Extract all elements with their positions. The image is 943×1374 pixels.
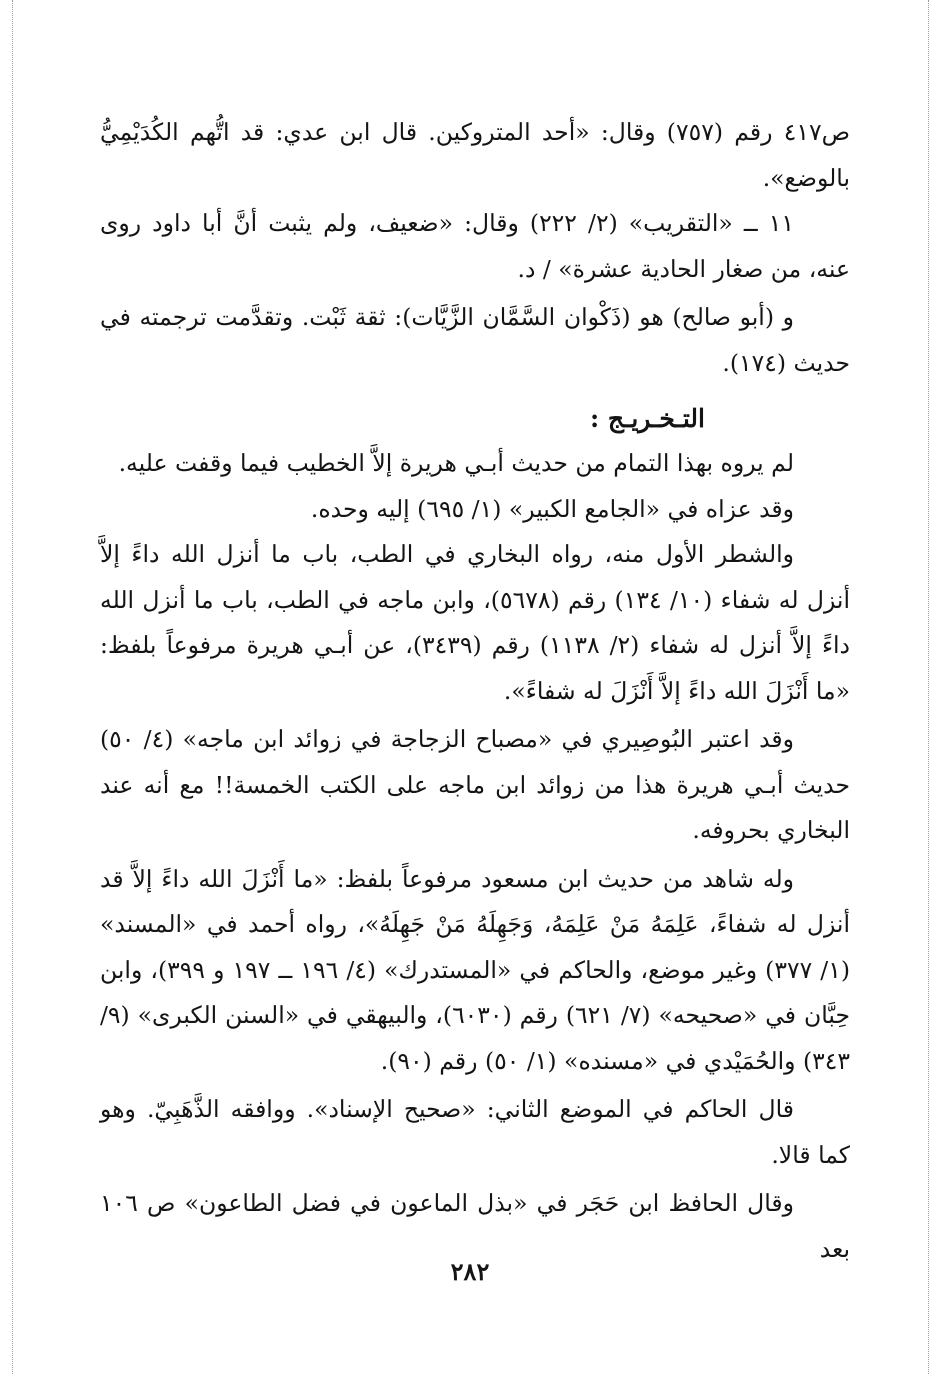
page-edge-right [928, 0, 929, 1374]
paragraph-ibn-masud-witness: وله شاهد من حديث ابن مسعود مرفوعاً بلفظ: «ما أَنْزَلَ الله داءً إلاَّ قد أنزل له شفاءً، عَلِمَهُ مَنْ عَلِمَهُ، وَجَهِلَهُ مَنْ جَهِلَهُ»، رواه أحمد في «المسند» (١/ ٣٧٧) وغير موضع، والحاكم في «المستدرك» (٤/ ١٩٦ ــ ١٩٧ و ٣٩٩)، وابن حِبَّان في «صحيحه» (٧/ ٦٢١) رقم (٦٠٣٠)، والبيهقي في «السنن الكبرى» (٩/ ٣٤٣) والحُمَيْدي في «مسنده» (١/ ٥٠) رقم (٩٠). [100, 864, 851, 1075]
paragraph-bukhari-ibn-majah: والشطر الأول منه، رواه البخاري في الطب، باب ما أنزل الله داءً إلاَّ أنزل له شفاء (١٠/ ١٣٤) رقم (٥٦٧٨)، وابن ماجه في الطب، باب ما أنزل الله داءً إلاَّ أنزل له شفاء (٢/ ١١٣٨) رقم (٣٤٣٩)، عن أبـي هريرة مرفوعاً بلفظ: «ما أَنْزَلَ الله داءً إلاَّ أَنْزَلَ له شفاءً». [100, 540, 851, 705]
paragraph-hakim-grading: قال الحاكم في الموضع الثاني: «صحيح الإسناد». ووافقه الذَّهَبِيّ. وهو كما قالا. [100, 1095, 850, 1169]
paragraph-footnote-10-end: ص٤١٧ رقم (٧٥٧) وقال: «أحد المتروكين. قال ابن عدي: قد اتُّهم الكُدَيْمِيُّ بالوضع». [100, 118, 850, 192]
paragraph-footnote-11: ١١ ــ «التقريب» (٢/ ٢٢٢) وقال: «ضعيف، ولم يثبت أنَّ أبا داود روى عنه، من صغار الحادية عشرة» / د. [100, 209, 850, 283]
paragraph-busiri: وقد اعتبر البُوصِيري في «مصباح الزجاجة في زوائد ابن ماجه» (٤/ ٥٠) حديث أبـي هريرة هذا من زوائد ابن ماجه على الكتب الخمسة!! مع أنه عند البخاري بحروفه. [100, 725, 850, 844]
section-heading-takhrij: التـخـريـج : [589, 404, 705, 433]
paragraph-abu-salih: و (أبو صالح) هو (ذَكْوان السَّمَّان الزَّيَّات): ثقة ثَبْت. وتقدَّمت ترجمته في حديث (١٧٤). [100, 303, 850, 377]
paragraph-takhrij-intro: لم يروه بهذا التمام من حديث أبـي هريرة إلاَّ الخطيب فيما وقفت عليه. [118, 449, 794, 477]
paragraph-ibn-hajar: وقال الحافظ ابن حَجَر في «بذل الماعون في فضل الطاعون» ص ١٠٦ بعد [100, 1189, 850, 1263]
page-number: ٢٨٢ [450, 1257, 490, 1286]
paragraph-jami-kabir: وقد عزاه في «الجامع الكبير» (١/ ٦٩٥) إليه وحده. [310, 494, 794, 523]
page-edge-left [12, 0, 13, 1374]
page-body [100, 110, 850, 1272]
